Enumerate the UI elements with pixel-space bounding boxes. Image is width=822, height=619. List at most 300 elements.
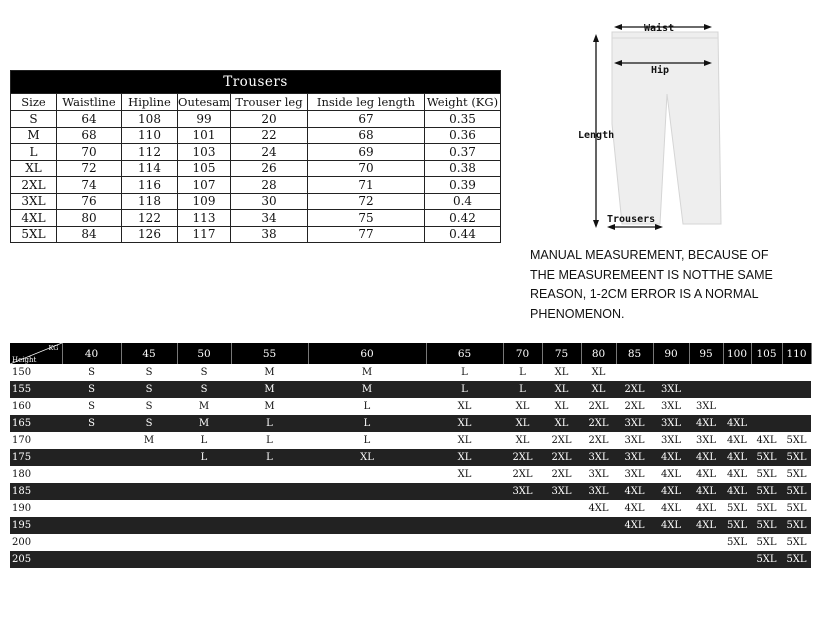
size-cell: 5XL [782,500,811,517]
table-cell: 0.35 [425,111,501,128]
table-cell: 68 [308,127,425,144]
trousers-illustration [560,14,760,234]
size-cell [308,483,426,500]
size-cell: S [62,398,121,415]
size-cell: L [308,432,426,449]
weight-header: 70 [503,343,542,364]
size-cell: 3XL [616,466,653,483]
table-cell: 24 [231,144,308,161]
size-cell [542,534,581,551]
weight-header: 55 [231,343,308,364]
weight-header: 60 [308,343,426,364]
size-cell [231,483,308,500]
size-cell: 5XL [751,534,782,551]
size-cell: S [62,364,121,381]
table-cell: 0.39 [425,177,501,194]
size-cell: XL [426,466,503,483]
size-cell: 5XL [782,483,811,500]
size-cell: 4XL [581,500,616,517]
corner-kg-label: KG [48,344,59,352]
size-cell: 4XL [723,449,751,466]
height-cell: 160 [10,398,62,415]
table-cell: 68 [57,127,122,144]
size-cell [782,415,811,432]
size-cell: 4XL [723,415,751,432]
size-cell: 5XL [782,551,811,568]
column-header: Outesam [178,95,230,109]
size-cell: M [231,381,308,398]
size-cell: L [308,398,426,415]
table-cell: 0.42 [425,210,501,227]
size-cell: XL [308,449,426,466]
height-cell: 175 [10,449,62,466]
size-cell: 4XL [751,432,782,449]
corner-height-label: Height [12,356,37,364]
table-cell: 116 [122,177,178,194]
table-row [11,193,501,210]
size-cell: 3XL [616,432,653,449]
height-cell: 165 [10,415,62,432]
size-cell [616,551,653,568]
size-cell [653,551,689,568]
table-row [10,364,811,381]
corner-cell [10,343,62,364]
table-cell: M [11,127,57,144]
size-cell [121,500,177,517]
table-cell: 0.38 [425,160,501,177]
size-cell: L [177,432,231,449]
size-cell: 2XL [542,466,581,483]
size-cell: XL [503,398,542,415]
table-cell: 75 [308,210,425,227]
size-cell: 4XL [653,517,689,534]
size-cell: 4XL [689,500,723,517]
size-cell: 3XL [581,466,616,483]
size-cell [177,551,231,568]
size-cell: 5XL [751,449,782,466]
size-cell [121,483,177,500]
table-row [10,449,811,466]
size-cell: XL [503,432,542,449]
size-cell [426,551,503,568]
table-cell: 0.4 [425,193,501,210]
size-cell: 5XL [723,517,751,534]
size-cell: 4XL [723,466,751,483]
table-cell: 0.36 [425,127,501,144]
table-row [11,144,501,161]
size-cell [231,551,308,568]
weight-header: 110 [782,343,811,364]
weight-header: 50 [177,343,231,364]
size-cell [426,500,503,517]
weight-header: 75 [542,343,581,364]
size-cell: 4XL [616,517,653,534]
size-cell [308,517,426,534]
size-cell: 3XL [503,483,542,500]
size-cell: 2XL [542,449,581,466]
size-cell: 3XL [689,432,723,449]
size-cell: 4XL [689,415,723,432]
size-cell: L [503,381,542,398]
size-cell [782,398,811,415]
weight-header: 65 [426,343,503,364]
size-cell [62,449,121,466]
weight-header: 80 [581,343,616,364]
size-cell [121,551,177,568]
size-cell: 4XL [653,466,689,483]
size-cell [751,415,782,432]
size-cell [308,466,426,483]
size-cell: 5XL [751,466,782,483]
size-cell [62,500,121,517]
size-cell [689,534,723,551]
weight-header: 100 [723,343,751,364]
size-cell [751,398,782,415]
size-cell: 3XL [581,449,616,466]
table-cell: 117 [178,226,231,243]
table-cell: 34 [231,210,308,227]
size-cell: XL [542,415,581,432]
size-cell [62,432,121,449]
table-cell: 0.37 [425,144,501,161]
size-cell [581,534,616,551]
size-cell: 3XL [653,381,689,398]
note-line: MANUAL MEASUREMENT, BECAUSE OF [530,248,769,262]
size-cell: S [177,381,231,398]
table-row [10,483,811,500]
size-cell [121,517,177,534]
size-cell: S [121,364,177,381]
size-cell: 2XL [616,381,653,398]
size-cell: XL [581,381,616,398]
size-cell [231,534,308,551]
weight-header: 95 [689,343,723,364]
size-cell: L [177,449,231,466]
size-cell: 2XL [503,449,542,466]
size-cell: L [231,432,308,449]
table-cell: 20 [231,111,308,128]
table-cell: 103 [178,144,231,161]
column-header: Trouser leg [231,94,308,111]
table-row [10,534,811,551]
size-cell: L [426,381,503,398]
table-cell: S [11,111,57,128]
table-row [10,381,811,398]
table-cell: 71 [308,177,425,194]
size-cell [62,551,121,568]
table-cell: 69 [308,144,425,161]
size-cell: 3XL [581,483,616,500]
table-cell: 101 [178,127,231,144]
size-cell [426,483,503,500]
size-cell: S [177,364,231,381]
table-row [10,466,811,483]
size-cell: L [503,364,542,381]
size-cell: L [426,364,503,381]
size-cell [581,551,616,568]
table-cell: 77 [308,226,425,243]
size-cell: 4XL [689,483,723,500]
size-cell: 3XL [653,432,689,449]
size-cell [426,517,503,534]
table-row [10,415,811,432]
size-cell [231,500,308,517]
table-cell: 126 [122,226,178,243]
size-cell: M [308,381,426,398]
table-row [11,210,501,227]
table-cell: 0.44 [425,226,501,243]
height-cell: 195 [10,517,62,534]
column-header: Inside leg length [308,94,425,111]
size-cell: 2XL [503,466,542,483]
size-cell [177,500,231,517]
size-cell: XL [426,432,503,449]
size-cell: L [231,415,308,432]
height-cell: 170 [10,432,62,449]
size-cell: 4XL [689,449,723,466]
table-cell: 4XL [11,210,57,227]
table-row [10,398,811,415]
size-cell [62,483,121,500]
table-cell: 74 [57,177,122,194]
table-cell: 122 [122,210,178,227]
size-cell: L [308,415,426,432]
height-weight-size-table [10,343,812,568]
size-cell: XL [581,364,616,381]
size-cell [121,534,177,551]
column-header: Waistline [57,94,122,111]
weight-header: 85 [616,343,653,364]
size-cell: 2XL [542,432,581,449]
table-cell: 26 [231,160,308,177]
table-cell: XL [11,160,57,177]
size-cell [723,398,751,415]
size-cell: 4XL [653,449,689,466]
height-cell: 200 [10,534,62,551]
size-cell [616,534,653,551]
size-cell: 4XL [723,483,751,500]
size-cell: 5XL [782,432,811,449]
size-cell: M [121,432,177,449]
table-cell: 110 [122,127,178,144]
size-cell [177,534,231,551]
table-cell: 109 [178,193,231,210]
size-cell [121,466,177,483]
size-cell [308,500,426,517]
table-cell: 105 [178,160,231,177]
size-cell: M [177,398,231,415]
table-cell: 76 [57,193,122,210]
size-cell: 3XL [653,398,689,415]
table-row [11,226,501,243]
waist-label: Waist [644,23,675,34]
size-cell: 5XL [782,534,811,551]
table-row [11,177,501,194]
size-cell: 4XL [723,432,751,449]
size-cell: XL [503,415,542,432]
size-cell: 5XL [723,534,751,551]
weight-header: 90 [653,343,689,364]
size-cell [308,551,426,568]
size-cell: M [231,398,308,415]
table-cell: 67 [308,111,425,128]
table-cell: 107 [178,177,231,194]
table-row [10,500,811,517]
table-cell: 113 [178,210,231,227]
table-cell: L [11,144,57,161]
table-cell: 22 [231,127,308,144]
size-cell [426,534,503,551]
size-cell: 4XL [689,466,723,483]
size-cell: XL [426,449,503,466]
size-cell: XL [542,398,581,415]
size-cell [751,381,782,398]
size-cell [62,517,121,534]
size-cell: XL [426,415,503,432]
size-cell [653,534,689,551]
table-cell: 108 [122,111,178,128]
size-cell [503,551,542,568]
size-cell [689,551,723,568]
table-row [11,160,501,177]
size-cell: 5XL [782,517,811,534]
weight-header: 105 [751,343,782,364]
size-cell [689,381,723,398]
size-cell [751,364,782,381]
size-cell [177,483,231,500]
size-cell [177,517,231,534]
table-row [10,432,811,449]
table-cell: 118 [122,193,178,210]
trousers-size-table [10,70,501,243]
size-cell: XL [542,364,581,381]
table-cell: 70 [57,144,122,161]
table-cell: 30 [231,193,308,210]
size-cell: S [62,381,121,398]
column-header: Hipline [122,94,178,111]
size-cell [616,364,653,381]
size-cell: XL [426,398,503,415]
height-cell: 155 [10,381,62,398]
size-cell: XL [542,381,581,398]
size-cell: 2XL [616,398,653,415]
table-cell: 3XL [11,193,57,210]
table-cell: 114 [122,160,178,177]
size-cell [723,364,751,381]
table-cell: 84 [57,226,122,243]
size-cell: 5XL [782,466,811,483]
size-cell [542,517,581,534]
size-cell: 2XL [581,398,616,415]
size-cell [308,534,426,551]
size-cell [723,381,751,398]
hip-label: Hip [651,65,670,76]
size-cell [503,517,542,534]
size-cell: L [231,449,308,466]
table-row [10,551,811,568]
size-cell [62,466,121,483]
table-cell: 80 [57,210,122,227]
table-cell: 99 [178,111,231,128]
size-cell: M [231,364,308,381]
size-cell [231,466,308,483]
size-cell: 5XL [751,517,782,534]
note-line: THE MEASUREMEENT IS NOTTHE SAME [530,267,773,282]
table-row [11,127,501,144]
size-cell [653,364,689,381]
size-cell: 4XL [653,500,689,517]
size-cell: M [308,364,426,381]
size-cell [503,500,542,517]
size-cell [121,449,177,466]
table-cell: 72 [57,160,122,177]
height-cell: 180 [10,466,62,483]
table-cell: 72 [308,193,425,210]
size-cell: 3XL [689,398,723,415]
size-cell: 5XL [751,551,782,568]
height-cell: 190 [10,500,62,517]
table-cell: 70 [308,160,425,177]
size-cell: 3XL [616,449,653,466]
size-cell: 4XL [616,483,653,500]
size-cell: S [121,398,177,415]
size-cell [542,500,581,517]
height-cell: 150 [10,364,62,381]
size-cell [723,551,751,568]
size-cell: 3XL [542,483,581,500]
size-cell: S [121,381,177,398]
weight-header: 45 [121,343,177,364]
size-cell [177,466,231,483]
table-cell: 64 [57,111,122,128]
size-cell: S [62,415,121,432]
table-cell: 28 [231,177,308,194]
column-header: Weight (KG) [425,94,501,111]
length-label: Length [578,130,615,141]
size-cell [581,517,616,534]
table-cell: 5XL [11,226,57,243]
size-cell [503,534,542,551]
size-cell: 4XL [689,517,723,534]
height-cell: 205 [10,551,62,568]
table-cell: 2XL [11,177,57,194]
size-cell [689,364,723,381]
size-cell: M [177,415,231,432]
size-cell [62,534,121,551]
size-cell [782,364,811,381]
weight-header: 40 [62,343,121,364]
size-cell: 5XL [723,500,751,517]
size-cell: 4XL [616,500,653,517]
table-cell: 112 [122,144,178,161]
size-cell [231,517,308,534]
size-cell [542,551,581,568]
size-cell: 5XL [782,449,811,466]
size-table-title: Trousers [11,71,501,94]
table-row [10,517,811,534]
size-cell: 2XL [581,432,616,449]
size-cell [782,381,811,398]
column-header: Size [11,94,57,111]
trousers-label: Trousers [607,214,656,225]
table-cell: 38 [231,226,308,243]
measurement-note [530,246,810,324]
size-cell: 3XL [653,415,689,432]
note-line: REASON, 1-2CM ERROR IS A NORMAL [530,287,759,301]
size-cell: 5XL [751,483,782,500]
note-line: PHENOMENON. [530,306,625,321]
table-row [11,111,501,128]
